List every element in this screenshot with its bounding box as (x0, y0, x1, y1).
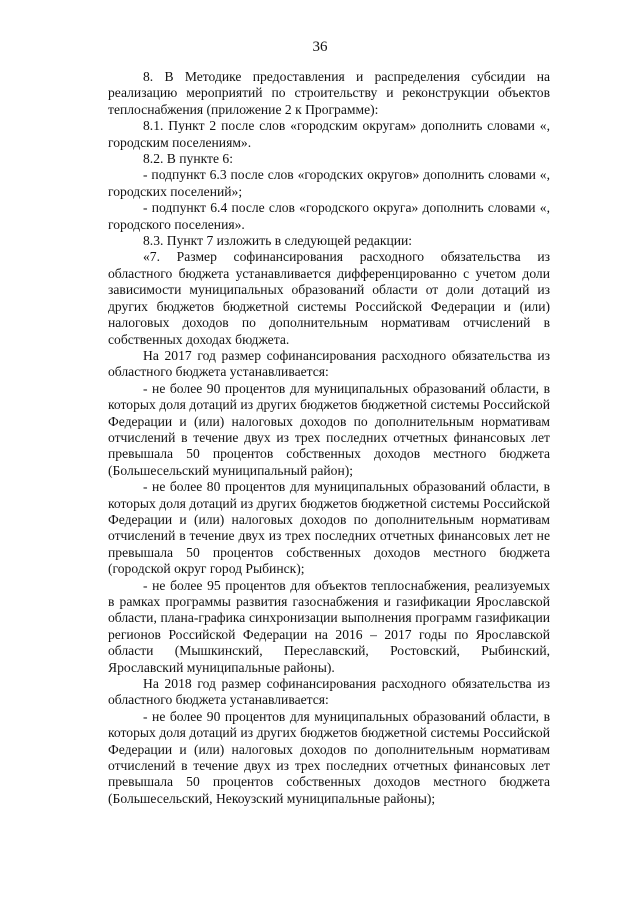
paragraph-2017-intro: На 2017 год размер софинансирования расходного обязательства из областного бюджета устанавливается: (108, 347, 550, 380)
list-item-6-4: - подпункт 6.4 после слов «городского округа» дополнить словами «, городского поселения». (108, 200, 550, 232)
list-item-6-3: - подпункт 6.3 после слов «городских округов» дополнить словами «, городских поселений»; (108, 167, 550, 199)
list-item-2018-90: - не более 90 процентов для муниципальных образований области, в которых доля дотаций из других бюджетов бюджетной системы Российской Федерации и (или) налоговых доходов по дополнительным нормативам отчислений в течение двух из трех последних отчетных финансовых лет превышала 50 процентов собственных доходов местного бюджета (Большесельский, Некоузский муниципальные районы); (108, 708, 550, 806)
paragraph-quote-7: «7. Размер софинансирования расходного обязательства из областного бюджета устанавливается дифференцированно с учетом доли зависимости муниципальных образований области от доли дотаций из других бюджетов бюджетной системы Российской Федерации и (или) налоговых доходов по дополнительным нормативам отчислений в собственных доходах бюджета. (108, 249, 550, 347)
list-item-2017-95: - не более 95 процентов для объектов теплоснабжения, реализуемых в рамках программы развития газоснабжения и газификации Ярославской области, плана-графика синхронизации выполнения программ газификации регионов Российской Федерации на 2016 – 2017 годы по Ярославской области (Мышкинский, Переславский, Ростовский, Рыбинский, Ярославский муниципальные районы). (108, 577, 550, 675)
paragraph-8: 8. В Методике предоставления и распределения субсидии на реализацию мероприятий по строительству и реконструкции объектов теплоснабжения (приложение 2 к Программе): (108, 69, 550, 117)
paragraph-8-2: 8.2. В пункте 6: (143, 151, 233, 167)
list-item-2017-90: - не более 90 процентов для муниципальных образований области, в которых доля дотаций из других бюджетов бюджетной системы Российской Федерации и (или) налоговых доходов по дополнительным нормативам отчислений в течение двух из трех последних отчетных финансовых лет превышала 50 процентов собственных доходов местного бюджета (Большесельский муниципальный район); (108, 380, 550, 478)
paragraph-2018-intro: На 2018 год размер софинансирования расходного обязательства из областного бюджета устанавливается: (108, 676, 550, 708)
page-number: 36 (312, 39, 328, 55)
list-item-2017-80: - не более 80 процентов для муниципальных образований области, в которых доля дотаций из других бюджетов бюджетной системы Российской Федерации и (или) налоговых доходов по дополнительным нормативам отчислений в течение двух из трех последних отчетных финансовых лет не превышала 50 процентов собственных доходов местного бюджета (городской округ город Рыбинск); (108, 479, 550, 577)
paragraph-8-3: 8.3. Пункт 7 изложить в следующей редакции: (143, 233, 413, 249)
paragraph-8-1: 8.1. Пункт 2 после слов «городским округам» дополнить словами «, городским поселениям». (108, 118, 550, 150)
document-body (108, 69, 550, 807)
